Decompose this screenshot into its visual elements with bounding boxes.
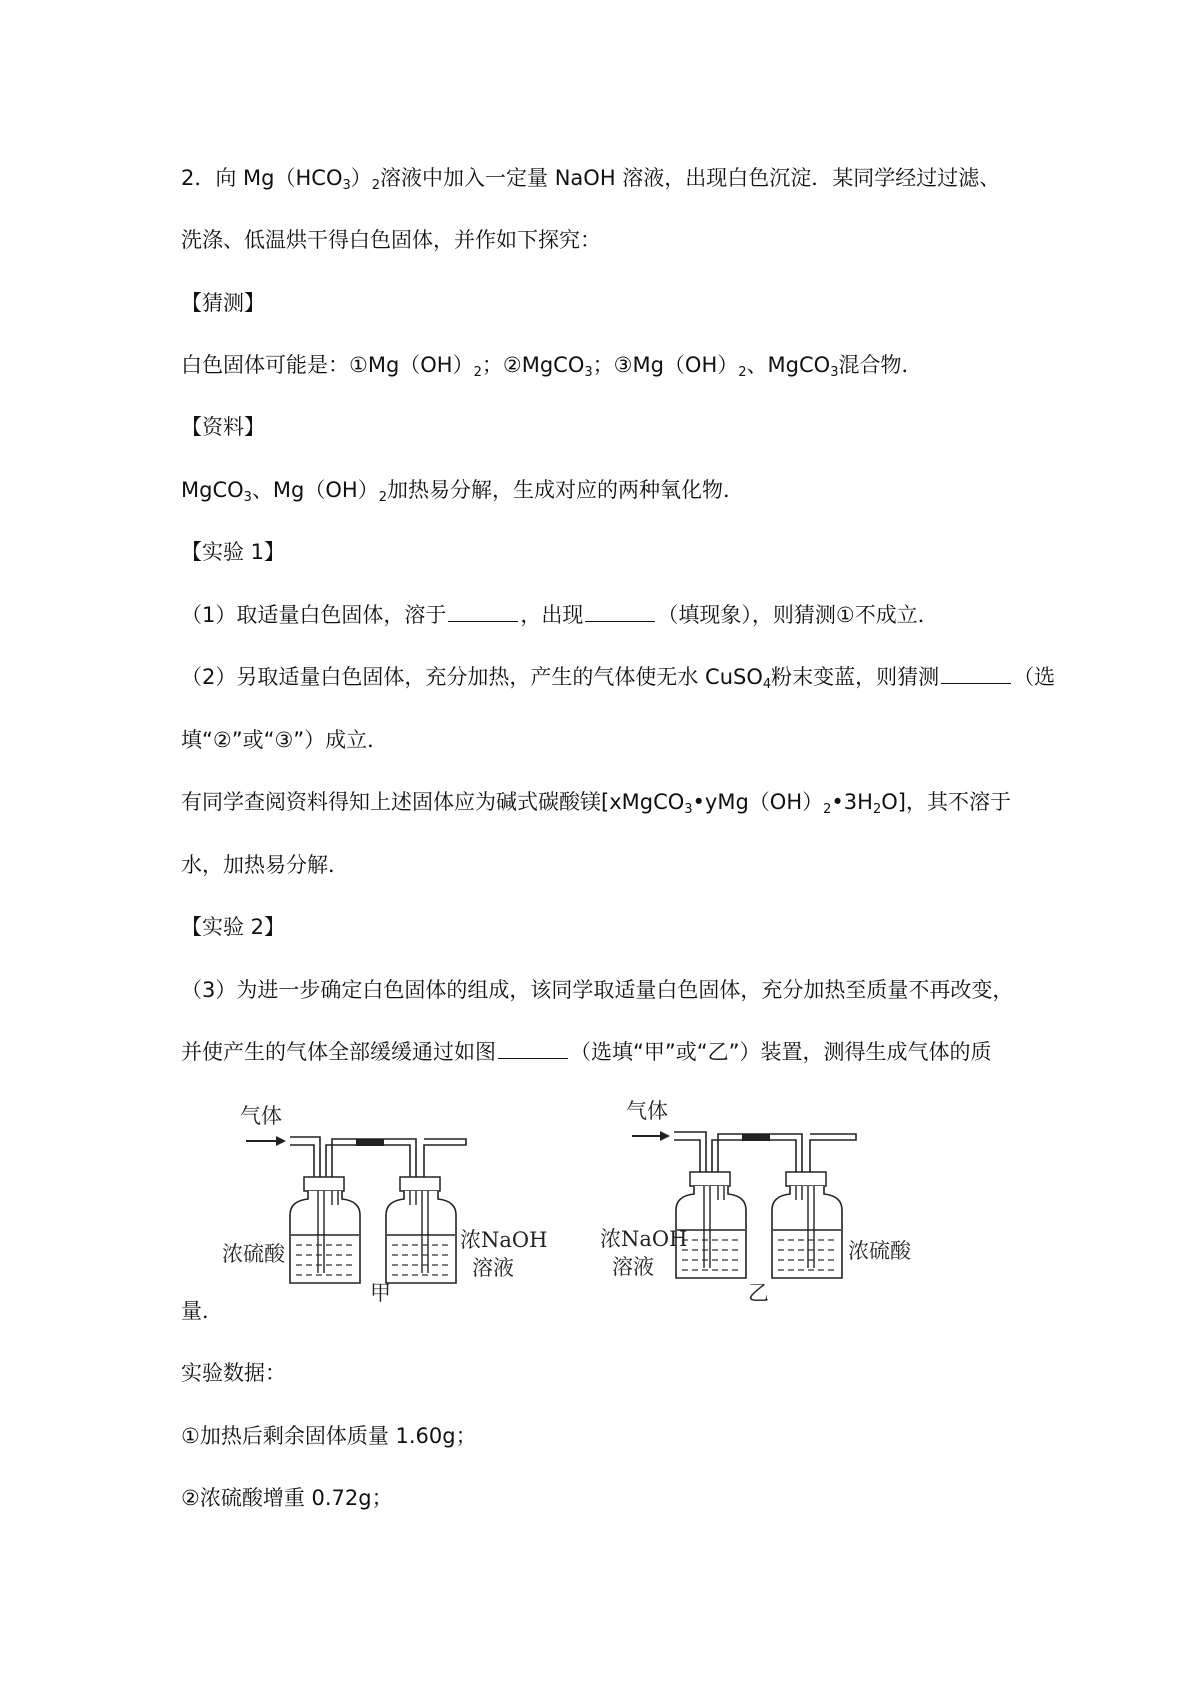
bottle-right (386, 1177, 456, 1283)
question-2-cont: 填“②”或“③”）成立． (181, 728, 389, 752)
gas-arrow-icon (632, 1131, 670, 1141)
data-title: 实验数据： (181, 1361, 286, 1385)
left-bottle-label-1: 浓NaOH (600, 1227, 688, 1251)
bottle-right (772, 1172, 842, 1278)
figure-caption-jia: 甲 (370, 1281, 391, 1305)
gas-arrow-icon (246, 1136, 286, 1146)
left-bottle-label: 浓硫酸 (222, 1242, 285, 1266)
bottle-left (676, 1172, 746, 1278)
gas-label: 气体 (626, 1099, 668, 1123)
gas-label: 气体 (240, 1104, 282, 1128)
question-3-end: 量． (181, 1299, 223, 1323)
heading-experiment-1: 【实验 1】 (181, 540, 286, 564)
data-item-1: ①加热后剩余固体质量 1.60g； (181, 1424, 477, 1448)
paragraph-intro-1: 2．向 $Mg(HCO_3)_2$溶液中加入一定量 NaOH 溶液，出现白色沉淀．某同学经过过滤、 (181, 166, 1001, 193)
guess-text: 白色固体可能是：$①Mg(OH)_2$；②MgCO$_3$；$③Mg(OH)_2$、MgCO$_3$混合物． (181, 353, 923, 380)
rubber-connector (742, 1134, 770, 1141)
heading-experiment-2: 【实验 2】 (181, 915, 286, 939)
data-item-2: ②浓硫酸增重 0.72g； (181, 1486, 393, 1510)
answer-blank-1a[interactable] (448, 601, 518, 622)
question-number: 2． (181, 166, 216, 190)
answer-blank-3[interactable] (498, 1038, 568, 1059)
right-bottle-label: 浓硫酸 (848, 1239, 911, 1263)
heading-guess: 【猜测】 (181, 291, 265, 315)
basic-carbonate-cont: 水，加热易分解． (181, 853, 349, 877)
right-bottle-label-2: 溶液 (472, 1256, 514, 1280)
answer-blank-2[interactable] (941, 663, 1011, 684)
apparatus-jia (220, 1095, 550, 1305)
question-3: （3）为进一步确定白色固体的组成，该同学取适量白色固体，充分加热至质量不再改变， (181, 978, 1014, 1002)
bottle-left (290, 1177, 360, 1283)
figure-caption-yi: 乙 (748, 1281, 769, 1305)
rubber-connector (356, 1139, 384, 1146)
left-bottle-label-2: 溶液 (612, 1255, 654, 1279)
basic-carbonate-text: 有同学查阅资料得知上述固体应为碱式碳酸镁$[xMgCO_3•yMg(OH)_2•3H_2O]$，其不溶于 (181, 790, 1011, 817)
answer-blank-1b[interactable] (585, 601, 655, 622)
question-2: （2）另取适量白色固体，充分加热，产生的气体使无水 CuSO$_4$粉末变蓝，则猜测 （选 (181, 665, 1056, 692)
right-bottle-label-1: 浓NaOH (460, 1228, 548, 1252)
info-text: MgCO$_3$、$Mg(OH)_2$加热易分解，生成对应的两种氧化物． (181, 478, 744, 505)
apparatus-yi (600, 1090, 920, 1305)
heading-info: 【资料】 (181, 415, 265, 439)
question-1: （1）取适量白色固体，溶于 ，出现 （填现象），则猜测①不成立． (181, 603, 939, 627)
paragraph-intro-2: 洗涤、低温烘干得白色固体，并作如下探究： (181, 228, 601, 252)
question-3-cont: 并使产生的气体全部缓缓通过如图 （选填“甲”或“乙”）装置，测得生成气体的质 (181, 1040, 992, 1064)
